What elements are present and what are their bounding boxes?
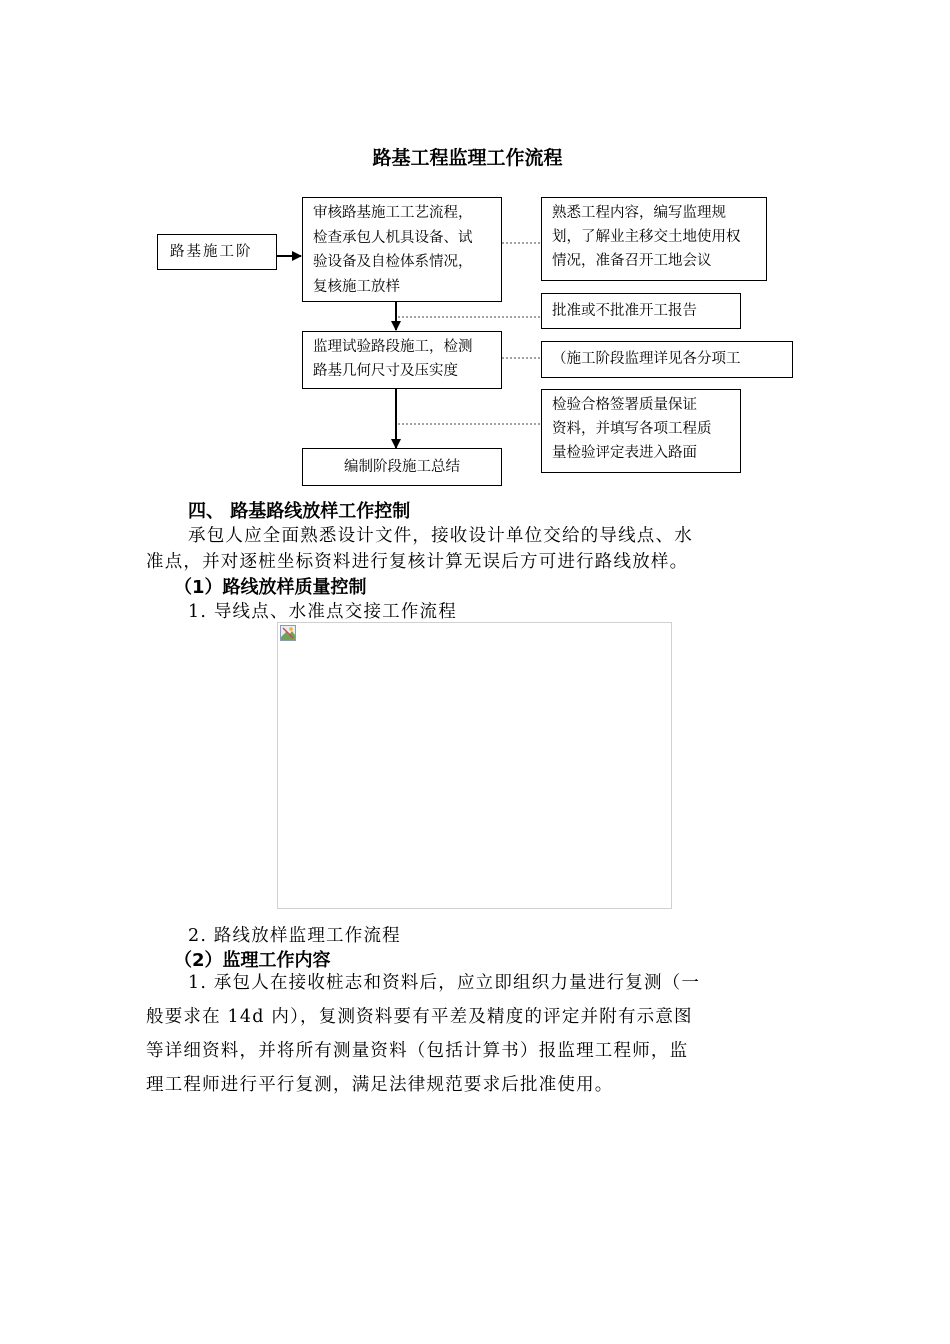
flow-stage-label: 路基施工阶 [170, 244, 253, 260]
flow-text: 监理试验路段施工，检测 [313, 339, 473, 355]
subsection-heading: （2）监理工作内容 [174, 950, 331, 971]
list-item: 2. 路线放样监理工作流程 [188, 926, 401, 946]
subsection-heading: （1）路线放样质量控制 [174, 577, 367, 598]
section-heading: 四、 路基路线放样工作控制 [188, 501, 411, 522]
flow-text: （施工阶段监理详见各分项工 [552, 351, 741, 367]
flow-text: 复核施工放样 [313, 278, 400, 295]
flow-text: 路基几何尺寸及压实度 [313, 363, 458, 379]
flow-side-box-prepare [541, 197, 767, 281]
flow-side-box-inspection [541, 389, 741, 473]
flow-side-box-note [541, 341, 793, 378]
flow-box-review [302, 197, 502, 302]
list-item: 1. 导线点、水准点交接工作流程 [188, 602, 457, 622]
content-line: 般要求在 14d 内），复测资料要有平差及精度的评定并附有示意图 [146, 1007, 693, 1027]
intro-paragraph-line: 承包人应全面熟悉设计文件，接收设计单位交给的导线点、水 [188, 526, 693, 546]
content-line: 理工程师进行平行复测，满足法律规范要求后批准使用。 [146, 1075, 614, 1095]
content-line: 等详细资料，并将所有测量资料（包括计算书）报监理工程师，监 [146, 1041, 689, 1061]
page-title: 路基工程监理工作流程 [372, 147, 563, 169]
flow-text: 检查承包人机具设备、试 [313, 229, 473, 246]
flow-side-box-approval [541, 293, 741, 329]
flow-text: 情况，准备召开工地会议 [552, 253, 712, 269]
flow-text: 资料，并填写各项工程质 [552, 421, 712, 437]
flow-text: 划，了解业主移交土地使用权 [552, 229, 741, 245]
flow-box-summary [302, 448, 502, 486]
flow-text: 验设备及自检体系情况， [313, 254, 473, 270]
flow-text: 量检验评定表进入路面 [552, 445, 697, 461]
flow-text: 检验合格签署质量保证 [552, 397, 697, 413]
flow-text: 编制阶段施工总结 [344, 459, 460, 475]
image-placeholder [277, 622, 672, 909]
content-line: 1. 承包人在接收桩志和资料后，应立即组织力量进行复测（一 [188, 973, 701, 993]
flow-text: 审核路基施工工艺流程， [313, 205, 473, 221]
flow-text: 熟悉工程内容，编写监理规 [552, 205, 726, 221]
flow-text: 批准或不批准开工报告 [552, 303, 697, 319]
broken-image-icon [280, 625, 296, 641]
intro-paragraph-line: 准点，并对逐桩坐标资料进行复核计算无误后方可进行路线放样。 [146, 552, 689, 572]
flow-stage-box [157, 234, 277, 270]
flow-box-test-section [302, 331, 502, 389]
